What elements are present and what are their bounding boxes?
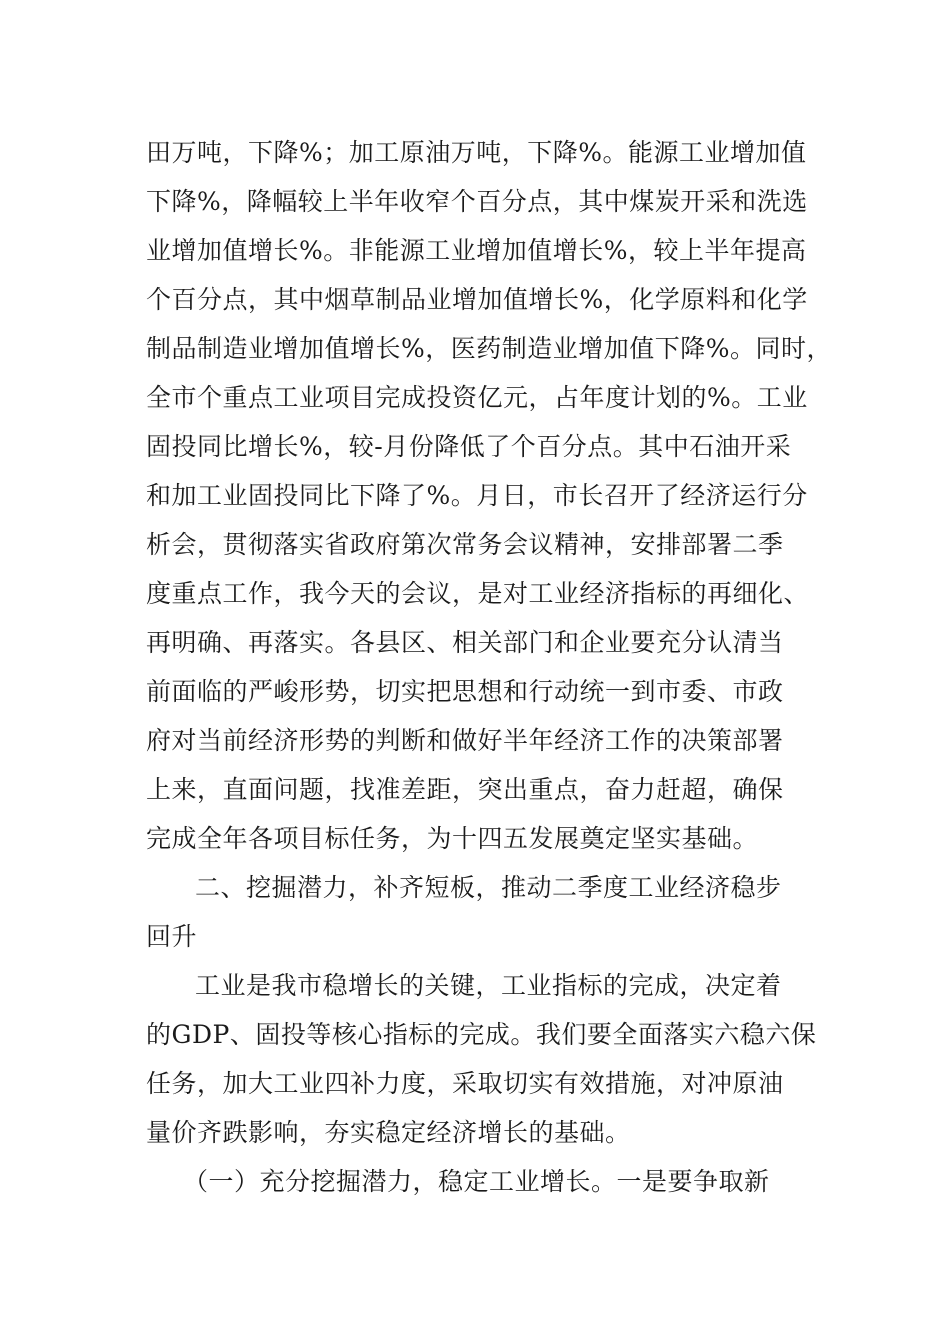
text-line-2: 下降%，降幅较上半年收窄个百分点，其中煤炭开采和洗选 [146, 187, 808, 216]
text-line-3: 业增加值增长%。非能源工业增加值增长%，较上半年提高 [146, 236, 807, 265]
text-line-4: 个百分点，其中烟草制品业增加值增长%，化学原料和化学 [146, 285, 808, 314]
text-line-1: 田万吨，下降%；加工原油万吨，下降%。能源工业增加值 [146, 138, 807, 167]
section-heading-line-2: 回升 [146, 922, 198, 951]
text-line-9: 析会，贯彻落实省政府第次常务会议精神，安排部署二季 [146, 530, 784, 559]
text-line-13: 府对当前经济形势的判断和做好半年经济工作的决策部署 [146, 726, 784, 755]
text-line-11: 再明确、再落实。各县区、相关部门和企业要充分认清当 [146, 628, 784, 657]
text-line-6: 全市个重点工业项目完成投资亿元，占年度计划的%。工业 [146, 383, 808, 412]
text-line-8: 和加工业固投同比下降了%。月日，市长召开了经济运行分 [146, 481, 808, 510]
text-line-14: 上来，直面问题，找准差距，突出重点，奋力赶超，确保 [146, 775, 784, 804]
text-line-19: 的GDP、固投等核心指标的完成。我们要全面落实六稳六保 [146, 1020, 817, 1049]
text-line-5: 制品制造业增加值增长%，医药制造业增加值下降%。同时， [146, 334, 833, 363]
text-line-7: 固投同比增长%，较-月份降低了个百分点。其中石油开采 [146, 432, 792, 461]
text-line-12: 前面临的严峻形势，切实把思想和行动统一到市委、市政 [146, 677, 784, 706]
subsection-heading-line: （一）充分挖掘潜力，稳定工业增长。一是要争取新 [183, 1167, 770, 1196]
text-line-21: 量价齐跌影响，夯实稳定经济增长的基础。 [146, 1118, 631, 1147]
text-line-18: 工业是我市稳增长的关键，工业指标的完成，决定着 [195, 971, 782, 1000]
text-line-20: 任务，加大工业四补力度，采取切实有效措施，对冲原油 [146, 1069, 784, 1098]
text-line-10: 度重点工作，我今天的会议，是对工业经济指标的再细化、 [146, 579, 810, 608]
text-line-15: 完成全年各项目标任务，为十四五发展奠定坚实基础。 [146, 824, 759, 853]
section-heading-line-1: 二、挖掘潜力，补齐短板，推动二季度工业经济稳步 [195, 873, 782, 902]
